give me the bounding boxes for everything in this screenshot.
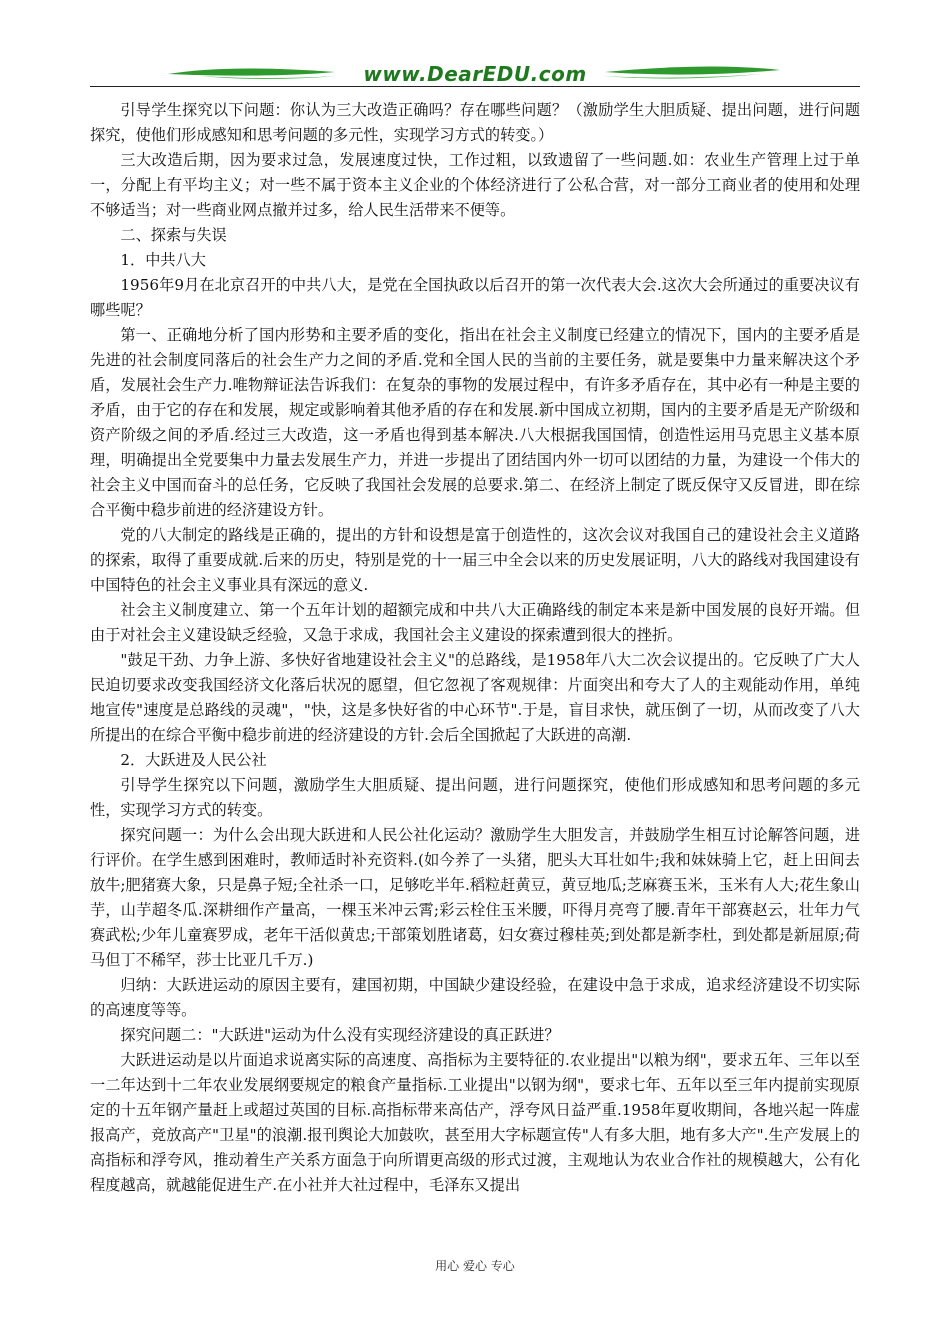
paragraph: 1956年9月在北京召开的中共八大，是党在全国执政以后召开的第一次代表大会.这次大会所通过的重要决议有哪些呢？ xyxy=(90,276,860,319)
header-divider xyxy=(90,86,860,87)
paragraph: 探究问题一：为什么会出现大跃进和人民公社化运动？激励学生大胆发言，并鼓励学生相互讨论解答问题，进行评价。在学生感到困难时，教师适时补充资料.(如今养了一头猪，肥头大耳壮如牛;我和妹妹骑上它，赶上田间去放牛;肥猪赛大象，只是鼻子短;全社杀一口，足够吃半年.稻粒赶黄豆，黄豆地瓜;芝麻赛玉米，玉米有人大;花生象山芋，山芋超冬瓜.深耕细作产量高，一棵玉米冲云霄;彩云栓住玉米腰，吓得月亮弯了腰.青年干部赛赵云，壮年力气赛武松;少年儿童赛罗成，老年干活似黄忠;干部策划胜诸葛，妇女赛过穆桂英;到处都是新李杜，到处都是新屈原;荷马但丁不稀罕，莎士比亚几千万.) xyxy=(90,826,860,969)
section-heading: 二、探索与失误 xyxy=(120,226,227,244)
subsection-heading: 1．中共八大 xyxy=(120,251,206,269)
paragraph: "鼓足干劲、力争上游、多快好省地建设社会主义"的总路线，是1958年八大二次会议提出的。它反映了广大人民迫切要求改变我国经济文化落后状况的愿望，但它忽视了客观规律：片面突出和夸大了人的主观能动作用，单纯地宣传"速度是总路线的灵魂"，"快，这是多快好省的中心环节".于是，盲目求快，就压倒了一切，从而改变了八大所提出的在综合平衡中稳步前进的经济建设的方针.会后全国掀起了大跃进的高潮. xyxy=(90,651,860,744)
paragraph: 归纳：大跃进运动的原因主要有，建国初期，中国缺少建设经验，在建设中急于求成，追求经济建设不切实际的高速度等等。 xyxy=(90,976,860,1019)
paragraph: 党的八大制定的路线是正确的，提出的方针和设想是富于创造性的，这次会议对我国自己的建设社会主义道路的探索，取得了重要成就.后来的历史，特别是党的十一届三中全会以来的历史发展证明，八大的路线对我国建设有中国特色的社会主义事业具有深远的意义. xyxy=(90,526,860,594)
paragraph: 社会主义制度建立、第一个五年计划的超额完成和中共八大正确路线的制定本来是新中国发展的良好开端。但由于对社会主义建设缺乏经验，又急于求成，我国社会主义建设的探索遭到很大的挫折。 xyxy=(90,601,860,644)
paragraph: 引导学生探究以下问题：你认为三大改造正确吗？存在哪些问题？（激励学生大胆质疑、提出问题，进行问题探究，使他们形成感知和思考问题的多元性，实现学习方式的转变。） xyxy=(90,101,860,144)
subsection-heading: 2．大跃进及人民公社 xyxy=(120,751,267,769)
paragraph: 引导学生探究以下问题，激励学生大胆质疑、提出问题，进行问题探究，使他们形成感知和思考问题的多元性，实现学习方式的转变。 xyxy=(90,776,860,819)
paragraph: 探究问题二："大跃进"运动为什么没有实现经济建设的真正跃进？ xyxy=(120,1026,560,1044)
document-body xyxy=(90,98,860,1198)
site-logo[interactable]: www.DearEDU.com xyxy=(363,62,587,86)
paragraph: 第一、正确地分析了国内形势和主要矛盾的变化，指出在社会主义制度已经建立的情况下，国内的主要矛盾是先进的社会制度同落后的社会生产力之间的矛盾.党和全国人民的当前的主要任务，就是要集中力量来解决这个矛盾，发展社会生产力.唯物辩证法告诉我们：在复杂的事物的发展过程中，有许多矛盾存在，其中必有一种是主要的矛盾，由于它的存在和发展，规定或影响着其他矛盾的存在和发展.新中国成立初期，国内的主要矛盾是无产阶级和资产阶级之间的矛盾.经过三大改造，这一矛盾也得到基本解决.八大根据我国国情，创造性运用马克思主义基本原理，明确提出全党要集中力量去发展生产力，并进一步提出了团结国内外一切可以团结的力量，为建设一个伟大的社会主义中国而奋斗的总任务，它反映了我国社会发展的总要求.第二、在经济上制定了既反保守又反冒进，即在综合平衡中稳步前进的经济建设方针。 xyxy=(90,326,860,519)
page-header xyxy=(90,58,860,98)
page-footer: 用心 爱心 专心 xyxy=(435,1259,515,1273)
paragraph: 大跃进运动是以片面追求说离实际的高速度、高指标为主要特征的.农业提出"以粮为纲"，要求五年、三年以至一二年达到十二年农业发展纲要规定的粮食产量指标.工业提出"以钢为纲"，要求七年、五年以至三年内提前实现原定的十五年钢产量赶上或超过英国的目标.高指标带来高估产，浮夸风日益严重.1958年夏收期间，各地兴起一阵虚报高产，竞放高产"卫星"的浪潮.报刊舆论大加鼓吹，甚至用大字标题宣传"人有多大胆，地有多大产".生产发展上的高指标和浮夸风，推动着生产关系方面急于向所谓更高级的形式过渡，主观地认为农业合作社的规模越大，公有化程度越高，就越能促进生产.在小社并大社过程中，毛泽东又提出 xyxy=(90,1051,860,1194)
paragraph: 三大改造后期，因为要求过急，发展速度过快，工作过粗，以致遗留了一些问题.如：农业生产管理上过于单一，分配上有平均主义；对一些不属于资本主义企业的个体经济进行了公私合营，对一部分工商业者的使用和处理不够适当；对一些商业网点撤并过多，给人民生活带来不便等。 xyxy=(90,151,860,219)
